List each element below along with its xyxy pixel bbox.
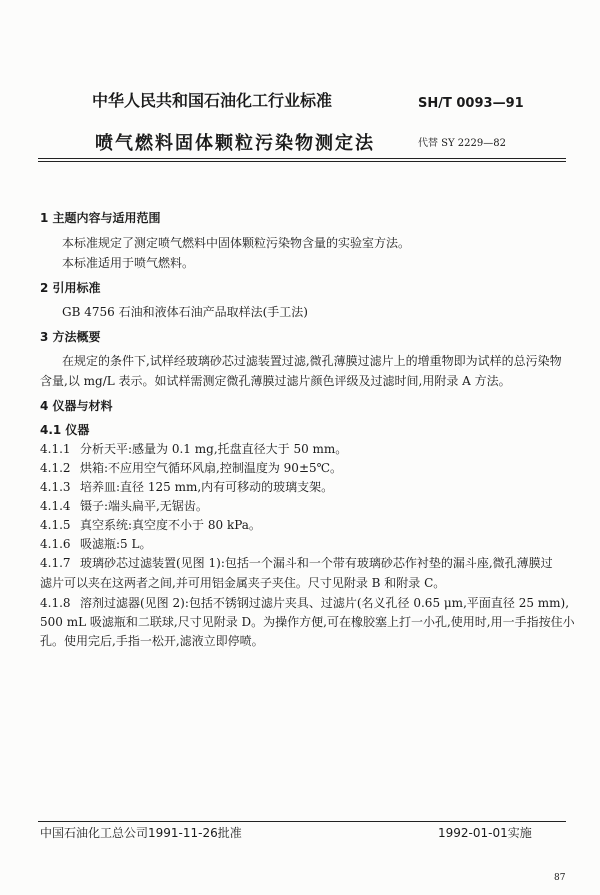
footer-rule — [38, 821, 566, 822]
org-title: 中华人民共和国石油化工行业标准 — [92, 91, 333, 110]
standard-number: SH/T 0093—91 — [418, 96, 524, 111]
section-2-heading: 2 引用标准 — [40, 281, 101, 295]
item-text: 孔。使用完后,手指一松开,滤液立即停喷。 — [40, 634, 264, 648]
section-3-heading: 3 方法概要 — [40, 330, 101, 344]
item-text: 真空系统:真空度不小于 80 kPa。 — [80, 518, 261, 532]
item-text: 分析天平:感量为 0.1 mg,托盘直径大于 50 mm。 — [80, 442, 348, 456]
item-text: 滤片可以夹在这两者之间,并可用铝金属夹子夹住。尺寸见附录 B 和附录 C。 — [40, 576, 446, 590]
item-number: 4.1.3 — [40, 480, 71, 494]
section-1-line: 本标准适用于喷气燃料。 — [62, 256, 195, 270]
item-text: 溶剂过滤器(见图 2):包括不锈钢过滤片夹具、过滤片(名义孔径 0.65 μm,平面直径 25 mm), — [80, 596, 570, 610]
header-rule-bottom — [38, 161, 566, 162]
item-number: 4.1.1 — [40, 442, 71, 456]
item-number: 4.1.2 — [40, 461, 71, 475]
item-number: 4.1.6 — [40, 537, 71, 551]
item-number: 4.1.7 — [40, 556, 71, 570]
item-number: 4.1.5 — [40, 518, 71, 532]
section-2-line: GB 4756 石油和液体石油产品取样法(手工法) — [62, 305, 308, 319]
item-text: 镊子:端头扁平,无锯齿。 — [80, 499, 208, 513]
section-3-line: 含量,以 mg/L 表示。如试样需测定微孔薄膜过滤片颜色评级及过滤时间,用附录 A 方法。 — [40, 374, 511, 388]
section-3-line: 在规定的条件下,试样经玻璃砂芯过滤装置过滤,微孔薄膜过滤片上的增重物即为试样的总污染物 — [62, 354, 562, 368]
document-title: 喷气燃料固体颗粒污染物测定法 — [95, 133, 375, 154]
item-number: 4.1.8 — [40, 596, 71, 610]
item-number: 4.1.4 — [40, 499, 71, 513]
section-1-heading: 1 主题内容与适用范围 — [40, 211, 161, 225]
item-text: 培养皿:直径 125 mm,内有可移动的玻璃支架。 — [80, 480, 334, 494]
effective-date: 1992-01-01实施 — [438, 826, 532, 840]
item-text: 烘箱:不应用空气循环风扇,控制温度为 90±5℃。 — [80, 461, 343, 475]
page-number: 87 — [554, 873, 566, 883]
item-text: 吸滤瓶:5 L。 — [80, 537, 152, 551]
header-rule-top — [38, 158, 566, 159]
section-1-line: 本标准规定了测定喷气燃料中固体颗粒污染物含量的实验室方法。 — [62, 236, 411, 250]
item-text: 500 mL 吸滤瓶和二联球,尺寸见附录 D。为操作方便,可在橡胶塞上打一小孔,使用时,用一手指按住小 — [40, 615, 575, 629]
item-text: 玻璃砂芯过滤装置(见图 1):包括一个漏斗和一个带有玻璃砂芯作衬垫的漏斗座,微孔薄膜过 — [80, 556, 553, 570]
section-4-heading: 4 仪器与材料 — [40, 399, 113, 413]
approval-date: 中国石油化工总公司1991-11-26批准 — [40, 826, 242, 840]
replaces-note: 代替 SY 2229—82 — [418, 138, 506, 149]
subsection-4-1-heading: 4.1 仪器 — [40, 423, 90, 437]
